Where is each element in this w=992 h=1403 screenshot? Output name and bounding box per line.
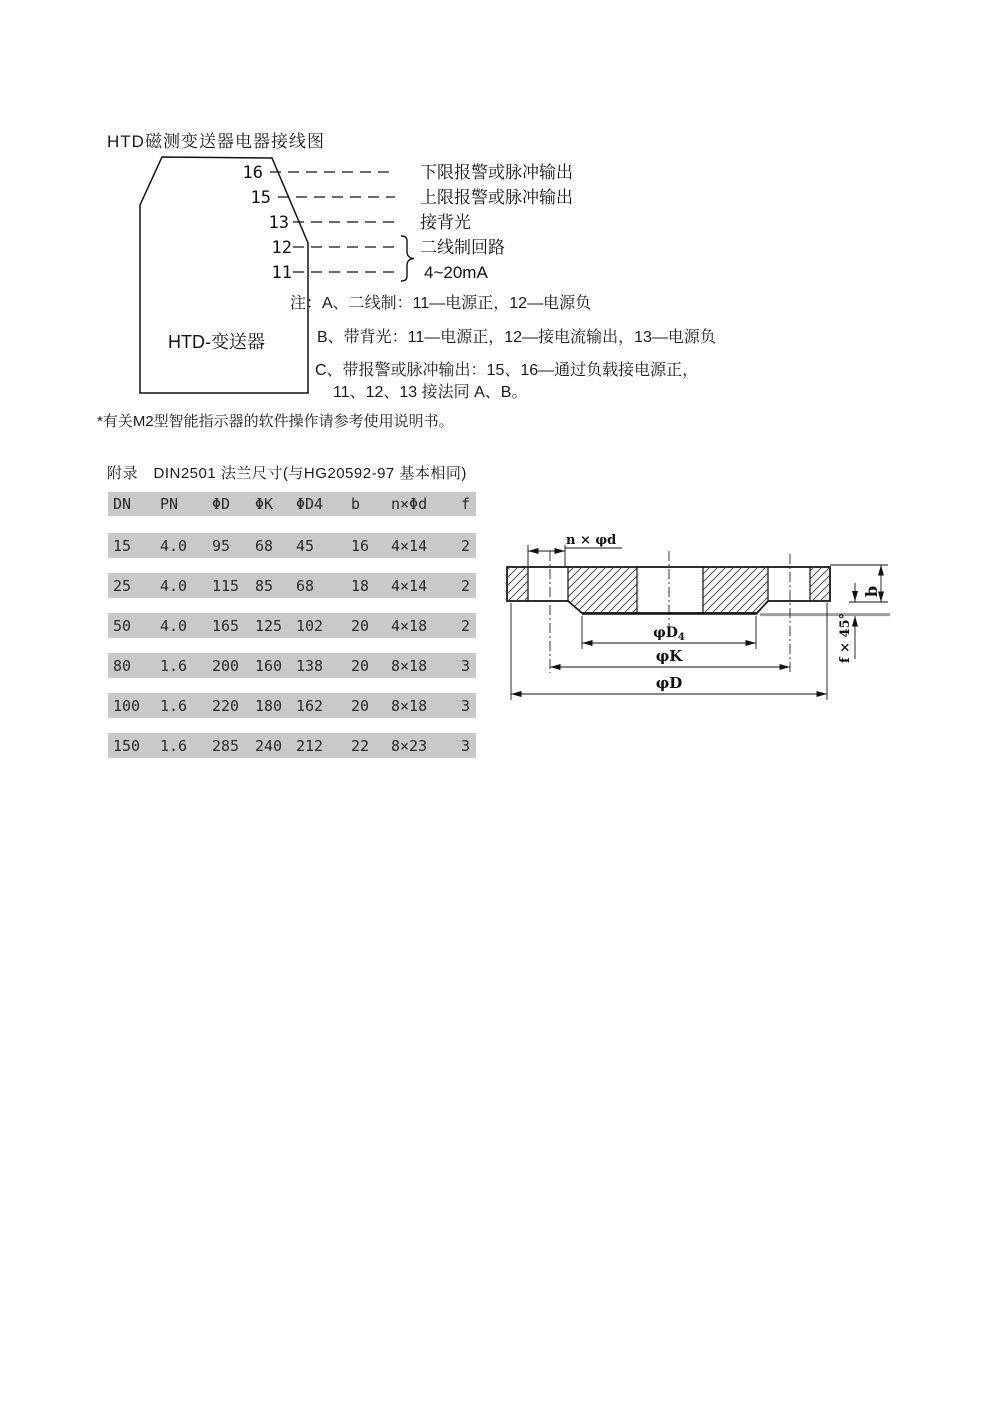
wiring-note-c: C、带报警或脉冲输出：15、16—通过负载接电源正， — [315, 362, 699, 379]
table-cell: 50 — [113, 616, 132, 635]
table-row — [108, 573, 476, 598]
table-header-cell: PN — [160, 495, 179, 513]
terminal-label: 上限报警或脉冲输出 — [420, 188, 573, 207]
table-header-cell: DN — [113, 495, 132, 513]
terminal-label: 下限报警或脉冲输出 — [420, 163, 573, 182]
table-cell: 45 — [296, 536, 315, 555]
flange-drawing — [498, 523, 898, 718]
table-cell: 4×18 — [391, 616, 428, 635]
table-cell: 165 — [212, 616, 240, 635]
table-cell: 200 — [212, 656, 240, 675]
terminal-number: 16 — [242, 163, 263, 183]
terminal-label: 接背光 — [420, 213, 471, 232]
table-cell: 100 — [113, 696, 141, 715]
table-cell: 4.0 — [160, 576, 188, 595]
table-cell: 3 — [461, 696, 471, 715]
table-cell: 285 — [212, 736, 240, 755]
two-wire-brace — [401, 236, 414, 281]
table-cell: 125 — [255, 616, 283, 635]
terminal-number: 15 — [250, 188, 271, 208]
chamfer-dim-label: f × 45° — [838, 612, 853, 663]
terminal-number: 13 — [268, 213, 289, 233]
table-header-cell: f — [461, 495, 471, 513]
table-cell: 138 — [296, 656, 324, 675]
page-title: HTD磁测变送器电器接线图 — [107, 132, 325, 151]
table-cell: 240 — [255, 736, 283, 755]
terminal-label: 二线制回路 — [420, 238, 505, 257]
flange-cross-section — [507, 567, 830, 613]
table-cell: 2 — [461, 616, 471, 635]
table-cell: 162 — [296, 696, 324, 715]
table-cell: 3 — [461, 736, 471, 755]
device-label: HTD-变送器 — [168, 332, 265, 352]
table-cell: 4×14 — [391, 536, 428, 555]
table-cell: 22 — [351, 736, 370, 755]
table-cell: 1.6 — [160, 736, 188, 755]
table-cell: 8×18 — [391, 656, 428, 675]
wiring-note-b: B、带背光：11—电源正，12—接电流输出，13—电源负 — [317, 329, 716, 346]
table-row — [108, 533, 476, 558]
table-row — [108, 733, 476, 758]
table-cell: 102 — [296, 616, 324, 635]
table-row — [108, 693, 476, 718]
table-cell: 80 — [113, 656, 132, 675]
table-header-cell: ΦD4 — [296, 495, 324, 513]
wiring-note-a: 注：A、二线制：11—电源正，12—电源负 — [290, 295, 592, 312]
table-cell: 20 — [351, 616, 370, 635]
table-cell: 68 — [255, 536, 274, 555]
table-cell: 18 — [351, 576, 370, 595]
table-header-cell: ΦK — [255, 495, 274, 513]
bolt-dim-lines — [528, 545, 622, 566]
d-dim-label: φD — [655, 674, 683, 692]
table-cell: 95 — [212, 536, 231, 555]
table-cell: 15 — [113, 536, 132, 555]
table-cell: 160 — [255, 656, 283, 675]
wiring-note-d: 11、12、13 接法同 A、B。 — [333, 384, 528, 401]
d4-dim-label: $\varphi D_4$ — [653, 625, 685, 643]
table-cell: 180 — [255, 696, 283, 715]
table-cell: 20 — [351, 656, 370, 675]
table-cell: 150 — [113, 736, 141, 755]
table-cell: 1.6 — [160, 656, 188, 675]
table-cell: 16 — [351, 536, 370, 555]
table-cell: 2 — [461, 576, 471, 595]
terminal-label: 4~20mA — [424, 263, 488, 282]
table-cell: 2 — [461, 536, 471, 555]
table-cell: 220 — [212, 696, 240, 715]
table-header-row — [108, 492, 476, 516]
table-cell: 68 — [296, 576, 315, 595]
table-cell: 3 — [461, 656, 471, 675]
table-header-cell: n×Φd — [391, 495, 428, 513]
table-cell: 85 — [255, 576, 274, 595]
table-cell: 8×23 — [391, 736, 428, 755]
footnote: *有关M2型智能指示器的软件操作请参考使用说明书。 — [97, 413, 454, 430]
table-cell: 115 — [212, 576, 240, 595]
table-cell: 1.6 — [160, 696, 188, 715]
table-row — [108, 613, 476, 638]
table-cell: 20 — [351, 696, 370, 715]
k-dim-label: φK — [655, 647, 683, 665]
appendix-caption: 附录 DIN2501 法兰尺寸(与HG20592-97 基本相同) — [107, 465, 467, 482]
table-header-cell: ΦD — [212, 495, 231, 513]
terminal-number: 11 — [271, 263, 292, 283]
flange-table — [108, 492, 480, 773]
table-cell: 212 — [296, 736, 324, 755]
table-header-cell: b — [351, 495, 361, 513]
table-row — [108, 653, 476, 678]
b-dim-label: b — [862, 585, 881, 597]
terminal-labels — [420, 162, 573, 282]
table-cell: 25 — [113, 576, 132, 595]
bolt-holes-dim-label: n × φd — [566, 533, 617, 548]
table-cell: 4.0 — [160, 536, 188, 555]
table-cell: 8×18 — [391, 696, 428, 715]
table-cell: 4×14 — [391, 576, 428, 595]
table-cell: 4.0 — [160, 616, 188, 635]
terminal-number: 12 — [271, 238, 292, 258]
